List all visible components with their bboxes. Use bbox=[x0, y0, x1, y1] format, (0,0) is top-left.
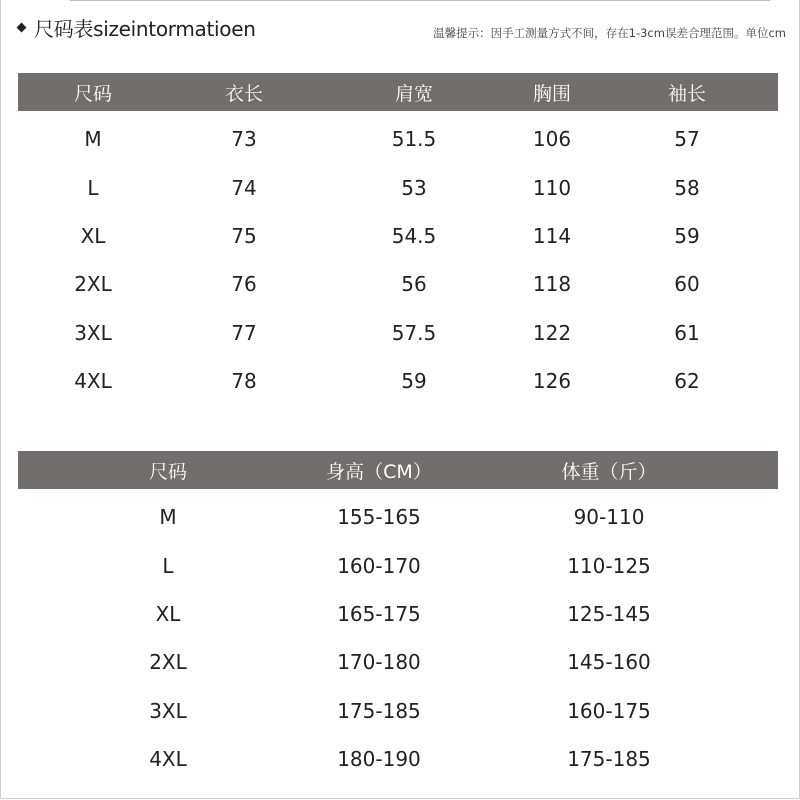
table-cell: M bbox=[84, 127, 102, 152]
column-header: 尺码 bbox=[73, 82, 112, 105]
table-cell: 62 bbox=[674, 369, 700, 394]
table-row bbox=[18, 260, 778, 308]
table-cell: 145-160 bbox=[567, 650, 651, 675]
table-cell: 56 bbox=[401, 272, 427, 297]
table-cell: 60 bbox=[674, 272, 700, 297]
table-cell: 155-165 bbox=[337, 505, 421, 530]
section-header bbox=[16, 12, 256, 42]
table-cell: 53 bbox=[401, 175, 427, 200]
table-cell: 59 bbox=[401, 369, 427, 394]
table-cell: 57.5 bbox=[391, 320, 437, 345]
table-cell: 125-145 bbox=[567, 601, 651, 626]
table-cell: 61 bbox=[674, 320, 700, 345]
table-cell: 175-185 bbox=[567, 747, 651, 772]
table-cell: 165-175 bbox=[337, 601, 421, 626]
column-header: 尺码 bbox=[148, 460, 187, 483]
table-cell: 110-125 bbox=[567, 553, 651, 578]
table-cell: 106 bbox=[532, 127, 572, 152]
size-table-body bbox=[18, 111, 778, 405]
table-cell: L bbox=[162, 553, 174, 578]
table-cell: XL bbox=[80, 223, 106, 248]
table-row bbox=[18, 357, 778, 405]
table-row bbox=[18, 687, 778, 735]
column-header: 肩宽 bbox=[394, 82, 433, 105]
table-cell: 76 bbox=[231, 272, 257, 297]
table-row bbox=[18, 163, 778, 211]
table-row bbox=[18, 735, 778, 783]
page-title: 尺码表sizeintormatioen bbox=[34, 16, 256, 41]
table-cell: 77 bbox=[231, 320, 257, 345]
table-cell: 114 bbox=[532, 223, 572, 248]
table-cell: 57 bbox=[674, 127, 700, 152]
column-header: 胸围 bbox=[532, 82, 571, 105]
table-cell: L bbox=[87, 175, 99, 200]
table-cell: 3XL bbox=[149, 698, 187, 723]
table-cell: 122 bbox=[532, 320, 572, 345]
table-cell: 90-110 bbox=[573, 505, 645, 530]
table-cell: 110 bbox=[532, 175, 572, 200]
table-cell: 78 bbox=[231, 369, 257, 394]
column-header: 体重（斤） bbox=[561, 460, 657, 483]
table-cell: 160-175 bbox=[567, 698, 651, 723]
fit-table bbox=[18, 451, 778, 783]
column-header: 袖长 bbox=[667, 82, 706, 105]
table-row bbox=[18, 212, 778, 260]
table-row bbox=[18, 115, 778, 163]
size-table-header bbox=[18, 73, 778, 111]
table-cell: 2XL bbox=[74, 272, 112, 297]
table-cell: 4XL bbox=[74, 369, 112, 394]
table-cell: 59 bbox=[674, 223, 700, 248]
table-row bbox=[18, 493, 778, 541]
column-header: 身高（CM） bbox=[326, 460, 432, 483]
table-cell: 3XL bbox=[74, 320, 112, 345]
fit-table-body bbox=[18, 489, 778, 783]
table-cell: 2XL bbox=[149, 650, 187, 675]
table-cell: 54.5 bbox=[391, 223, 437, 248]
fit-table-header bbox=[18, 451, 778, 489]
table-cell: 175-185 bbox=[337, 698, 421, 723]
table-cell: 74 bbox=[231, 175, 257, 200]
table-cell: 4XL bbox=[149, 747, 187, 772]
diamond-bullet-icon bbox=[17, 22, 27, 32]
table-cell: 58 bbox=[674, 175, 700, 200]
table-row bbox=[18, 309, 778, 357]
table-cell: 180-190 bbox=[337, 747, 421, 772]
top-divider bbox=[70, 0, 770, 1]
table-cell: M bbox=[159, 505, 177, 530]
table-cell: 170-180 bbox=[337, 650, 421, 675]
table-cell: 126 bbox=[532, 369, 572, 394]
table-cell: 75 bbox=[231, 223, 257, 248]
table-cell: 51.5 bbox=[391, 127, 437, 152]
table-row bbox=[18, 590, 778, 638]
table-row bbox=[18, 541, 778, 589]
table-cell: 73 bbox=[231, 127, 257, 152]
table-cell: 118 bbox=[532, 272, 572, 297]
column-header: 衣长 bbox=[224, 82, 263, 105]
size-table bbox=[18, 73, 778, 405]
table-cell: 160-170 bbox=[337, 553, 421, 578]
measurement-notice: 温馨提示：因手工测量方式不间，存在1-3cm误差合理范围。单位cm bbox=[433, 26, 786, 40]
table-cell: XL bbox=[155, 601, 181, 626]
table-row bbox=[18, 638, 778, 686]
